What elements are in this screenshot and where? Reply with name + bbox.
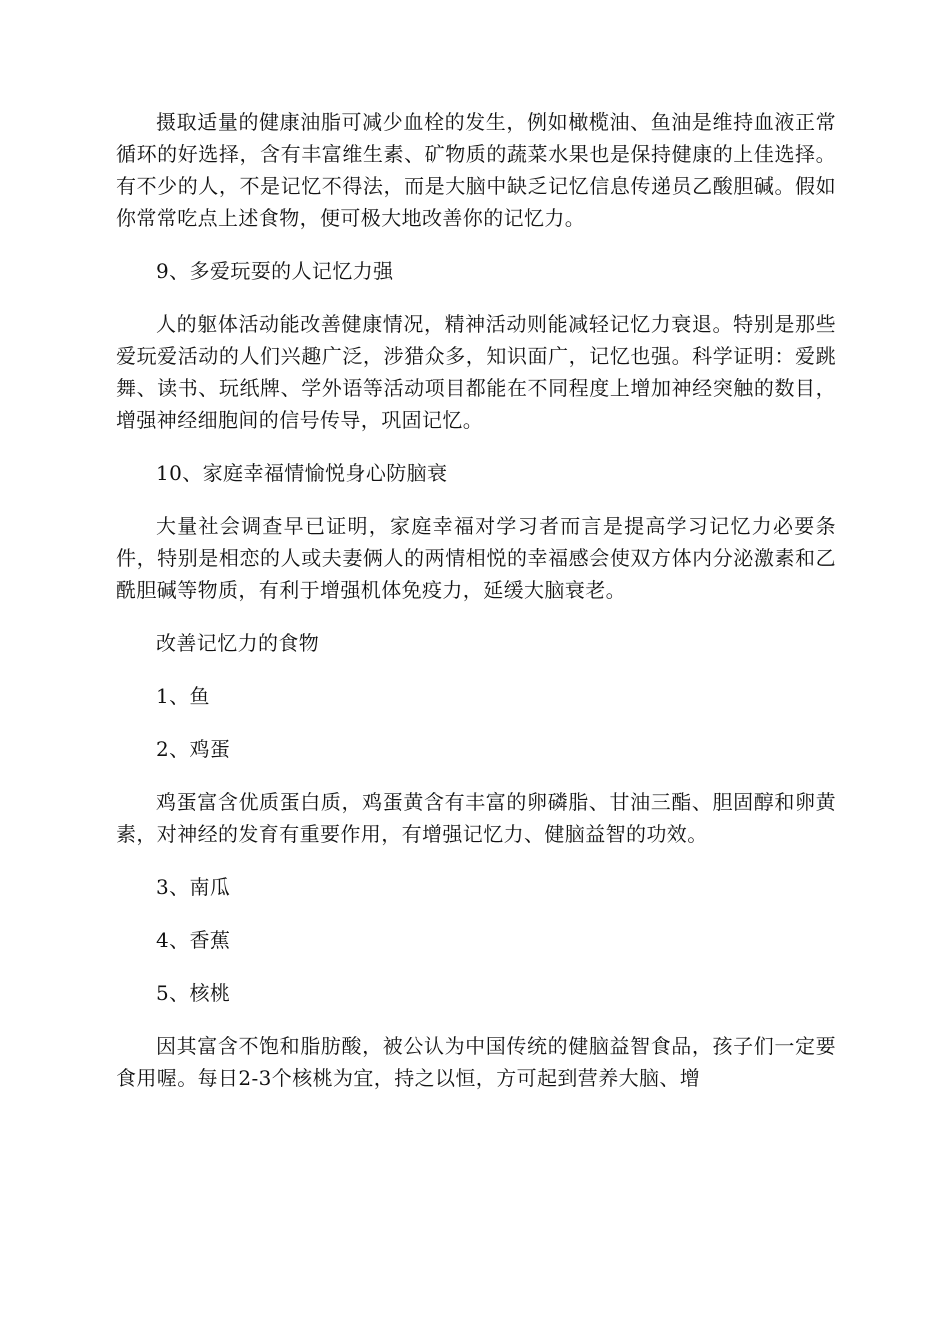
paragraph-egg: 鸡蛋富含优质蛋白质，鸡蛋黄含有丰富的卵磷脂、甘油三酯、胆固醇和卵黄素，对神经的发育有重要作用，有增强记忆力、健脑益智的功效。	[116, 790, 836, 846]
paragraph-activity: 人的躯体活动能改善健康情况，精神活动则能减轻记忆力衰退。特别是那些爱玩爱活动的人们兴趣广泛，涉猎众多，知识面广，记忆也强。科学证明：爱跳舞、读书、玩纸牌、学外语等活动项目都能在不同程度上增加神经突触的数目，增强神经细胞间的信号传导，巩固记忆。	[116, 312, 836, 432]
document-page	[116, 106, 836, 1115]
food-item-pumpkin: 3、南瓜	[156, 875, 231, 899]
heading-memory-foods: 改善记忆力的食物	[156, 631, 320, 655]
heading-play-memory: 9、多爱玩耍的人记忆力强	[156, 259, 394, 283]
food-item-egg: 2、鸡蛋	[156, 737, 231, 761]
food-item-fish: 1、鱼	[156, 684, 210, 708]
paragraph-walnut: 因其富含不饱和脂肪酸，被公认为中国传统的健脑益智食品，孩子们一定要食用喔。每日2-3个核桃为宜，持之以恒，方可起到营养大脑、增	[116, 1034, 836, 1090]
paragraph-healthy-oils: 摄取适量的健康油脂可减少血栓的发生，例如橄榄油、鱼油是维持血液正常循环的好选择，含有丰富维生素、矿物质的蔬菜水果也是保持健康的上佳选择。有不少的人，不是记忆不得法，而是大脑中缺乏记忆信息传递员乙酸胆碱。假如你常常吃点上述食物，便可极大地改善你的记忆力。	[116, 110, 836, 230]
food-item-banana: 4、香蕉	[156, 928, 231, 952]
heading-family-happiness: 10、家庭幸福情愉悦身心防脑衰	[156, 461, 448, 485]
food-item-walnut: 5、核桃	[156, 981, 231, 1005]
paragraph-family: 大量社会调查早已证明，家庭幸福对学习者而言是提高学习记忆力必要条件，特别是相恋的人或夫妻俩人的两情相悦的幸福感会使双方体内分泌激素和乙酰胆碱等物质，有利于增强机体免疫力，延缓大脑衰老。	[116, 514, 836, 602]
